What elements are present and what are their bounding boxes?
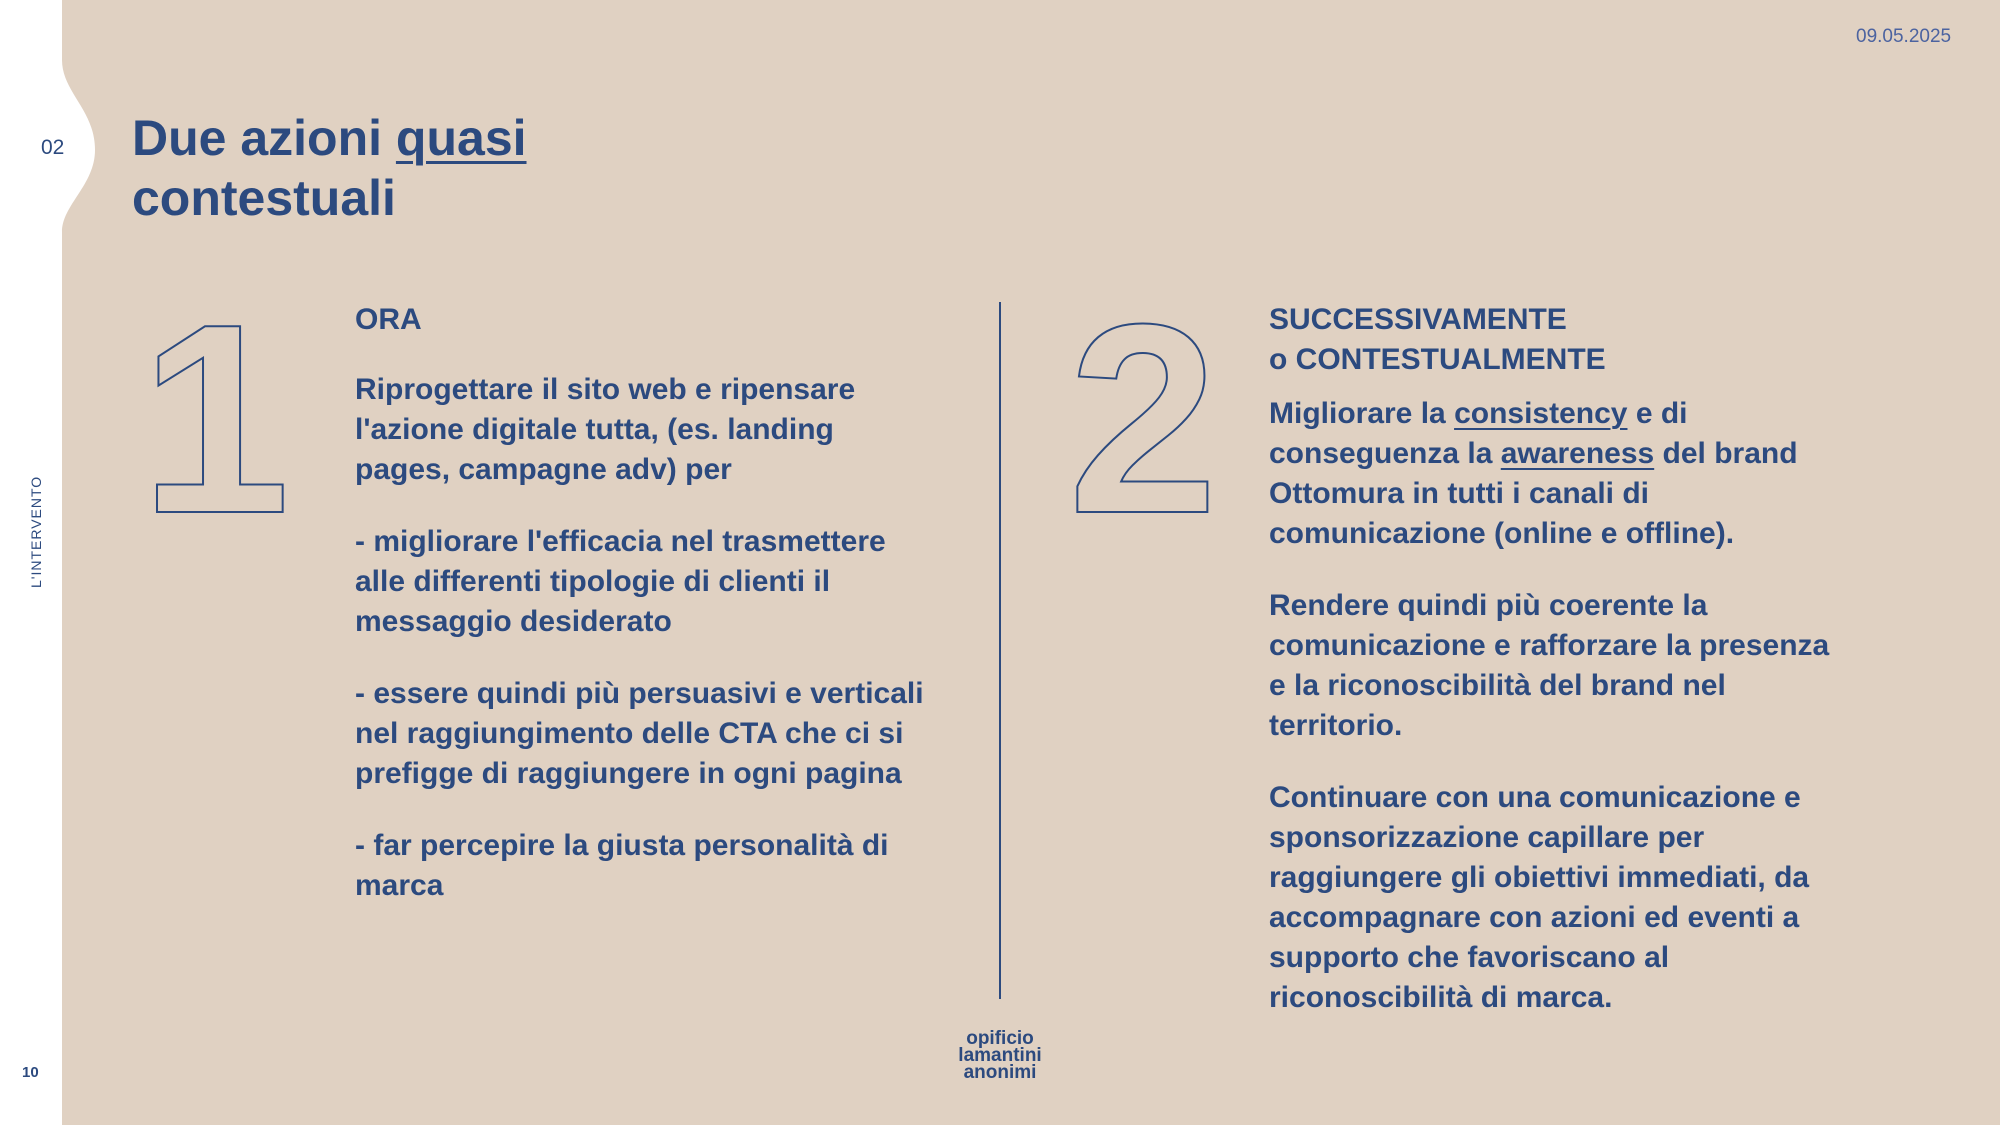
column2-heading [1269, 300, 1849, 380]
brand-logo [940, 1030, 1060, 1081]
p1-text-c: del brand Ottomura in tutti i canali di comunicazione (online e offline). [1269, 437, 1798, 550]
date-label: 09.05.2025 [1856, 26, 1952, 47]
column1-intro: Riprogettare il sito web e ripensare l'azione digitale tutta, (es. landing pages, campagne adv) per [355, 373, 856, 486]
vertical-section-label: L'INTERVENTO [28, 475, 44, 588]
title-part1: Due azioni [132, 110, 396, 166]
outline-number-1: 1 [140, 269, 291, 570]
logo-line: opificio [966, 1028, 1034, 1049]
column-divider [999, 302, 1001, 999]
title-part2: contestuali [132, 170, 396, 226]
column2-paragraph-2: Rendere quindi più coerente la comunicazione e rafforzare la presenza e la riconoscibilità del brand nel territorio. [1269, 589, 1830, 742]
title-underlined-word: quasi [395, 110, 527, 166]
p1-text-b: e di conseguenza la [1269, 397, 1688, 470]
column1-bullet: - migliorare l'efficacia nel trasmettere alle differenti tipologie di clienti il messaggio desiderato [355, 525, 886, 638]
page-title [132, 108, 527, 228]
column1-heading: ORA [355, 303, 422, 336]
column2-heading-line1: SUCCESSIVAMENTE [1269, 303, 1567, 336]
column2-paragraph-1 [1269, 394, 1849, 554]
column2-heading-line2: o CONTESTUALMENTE [1269, 343, 1606, 376]
page-number: 10 [22, 1064, 39, 1081]
logo-line: lamantini [958, 1045, 1042, 1066]
awareness-underlined: awareness [1500, 437, 1655, 470]
outline-number-2: 2 [1068, 269, 1219, 570]
p1-text-a: Migliorare la [1269, 397, 1455, 430]
consistency-underlined: consistency [1454, 397, 1628, 430]
column1-bullet: - far percepire la giusta personalità di marca [355, 829, 889, 902]
column-now [355, 300, 925, 906]
column-later [1269, 300, 1849, 1018]
section-number: 02 [41, 136, 65, 159]
column2-paragraph-3: Continuare con una comunicazione e sponsorizzazione capillare per raggiungere gli obiettivi immediati, da accompagnare con azioni ed eventi a supporto che favoriscano al riconoscibilità di marca. [1269, 781, 1810, 1014]
logo-line: anonimi [963, 1062, 1037, 1083]
column1-bullet: - essere quindi più persuasivi e verticali nel raggiungimento delle CTA che ci si prefigge di raggiungere in ogni pagina [355, 677, 924, 790]
